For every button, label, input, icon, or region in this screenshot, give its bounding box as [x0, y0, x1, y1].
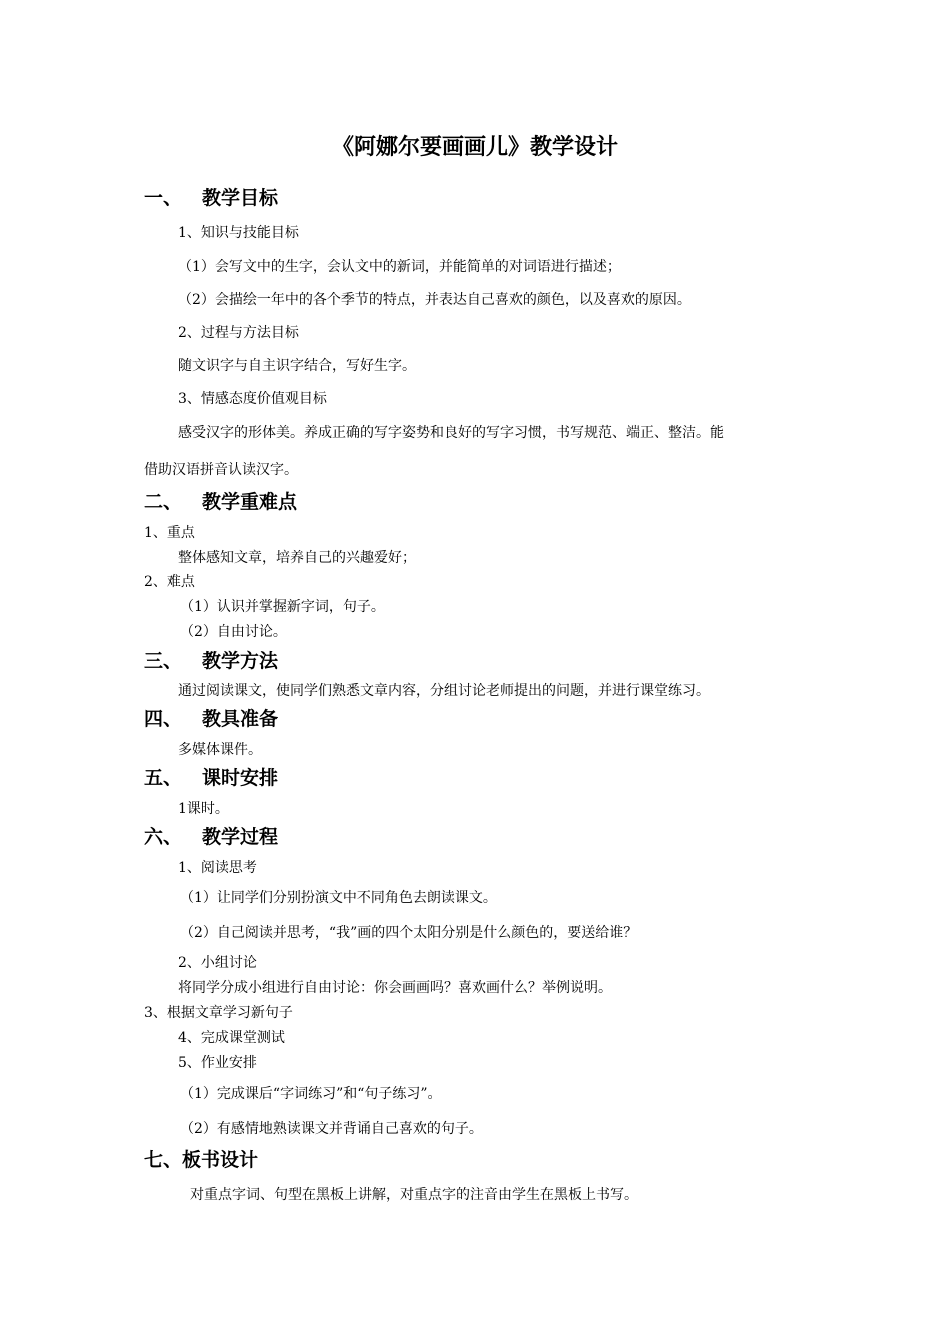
section-heading-methods	[144, 648, 278, 674]
section-title: 课时安排	[202, 767, 279, 789]
paragraph: 2、难点	[144, 574, 195, 590]
paragraph: 感受汉字的形体美。养成正确的写字姿势和良好的写字习惯，书写规范、端正、整洁。能	[178, 425, 724, 441]
section-title: 教学目标	[202, 187, 279, 209]
paragraph: 1、知识与技能目标	[178, 225, 299, 241]
paragraph: 5、作业安排	[178, 1055, 257, 1071]
section-title: 教学过程	[202, 826, 279, 848]
paragraph: 1、重点	[144, 525, 195, 541]
paragraph: 整体感知文章，培养自己的兴趣爱好；	[178, 550, 416, 566]
paragraph: （1）会写文中的生字，会认文中的新词，并能简单的对词语进行描述；	[178, 259, 621, 275]
paragraph: （2）自己阅读并思考，“我”画的四个太阳分别是什么颜色的，要送给谁？	[180, 925, 638, 941]
section-title: 教具准备	[202, 708, 279, 730]
section-heading-process	[144, 824, 278, 850]
paragraph: 4、完成课堂测试	[178, 1030, 285, 1046]
section-number: 五、	[144, 767, 183, 789]
section-title: 教学重难点	[202, 491, 298, 513]
section-number: 一、	[144, 187, 183, 209]
paragraph: 1课时。	[178, 801, 229, 817]
section-heading-materials	[144, 706, 278, 732]
section-title: 教学方法	[202, 650, 279, 672]
section-number: 二、	[144, 491, 183, 513]
paragraph: 将同学分成小组进行自由讨论：你会画画吗？喜欢画什么？举例说明。	[178, 980, 612, 996]
paragraph: （2）有感情地熟读课文并背诵自己喜欢的句子。	[180, 1121, 483, 1137]
paragraph: （1）认识并掌握新字词，句子。	[180, 599, 385, 615]
section-number: 四、	[144, 708, 183, 730]
paragraph: 随文识字与自主识字结合，写好生字。	[178, 358, 416, 374]
paragraph: 2、小组讨论	[178, 955, 257, 971]
paragraph: 对重点字词、句型在黑板上讲解，对重点字的注音由学生在黑板上书写。	[190, 1187, 638, 1203]
paragraph: （1）完成课后“字词练习”和“句子练习”。	[180, 1086, 442, 1102]
paragraph: （1）让同学们分别扮演文中不同角色去朗读课文。	[180, 890, 497, 906]
paragraph: 多媒体课件。	[178, 742, 262, 758]
paragraph: 通过阅读课文，使同学们熟悉文章内容，分组讨论老师提出的问题，并进行课堂练习。	[178, 683, 710, 699]
section-number: 三、	[144, 650, 183, 672]
section-heading-objectives	[144, 185, 278, 211]
paragraph: 3、根据文章学习新句子	[144, 1005, 293, 1021]
paragraph: 3、情感态度价值观目标	[178, 391, 327, 407]
section-heading-schedule	[144, 765, 278, 791]
paragraph: （2）会描绘一年中的各个季节的特点，并表达自己喜欢的颜色，以及喜欢的原因。	[178, 292, 691, 308]
section-number: 六、	[144, 826, 183, 848]
section-heading-board-design: 七、板书设计	[144, 1149, 259, 1171]
paragraph: 2、过程与方法目标	[178, 325, 299, 341]
paragraph: （2）自由讨论。	[180, 624, 287, 640]
paragraph: 借助汉语拼音认读汉字。	[144, 462, 298, 478]
paragraph: 1、阅读思考	[178, 860, 257, 876]
document-title: 《阿娜尔要画画儿》教学设计	[331, 135, 618, 160]
section-heading-key-points	[144, 489, 297, 515]
